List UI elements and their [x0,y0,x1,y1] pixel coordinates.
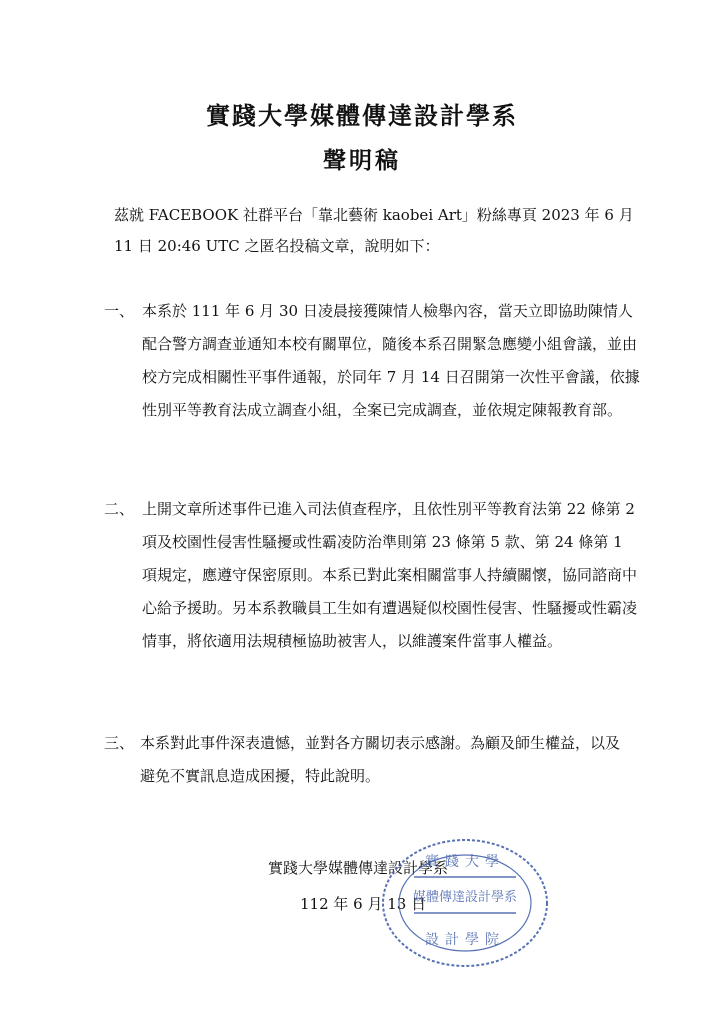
intro-paragraph [114,200,634,262]
signature-date: 112 年 6 月 13 日 [300,895,427,913]
document-title: 實踐大學媒體傳達設計學系 [206,101,518,130]
signature-org: 實踐大學媒體傳達設計學系 [268,859,449,877]
item-text: 本系於 111 年 6 月 30 日凌晨接獲陳情人檢舉內容，當天立即協助陳情人配合警方調查並通知本校有關單位，隨後本系召開緊急應變小組會議，並由校方完成相關性平事件通報，於同年 7 月 14 日召開第一次性平會議，依據性別平等教育法成立調查小組，全案已完成調查，並依規定陳報教育部。 [142,302,640,419]
intro-line-2: 11 日 20:46 UTC 之匿名投稿文章，說明如下： [114,237,440,255]
seal-top-text: 實踐大學 [425,854,505,870]
item-number: 二、 [104,500,135,518]
item-text: 本系對此事件深表遺憾，並對各方關切表示感謝。為顧及師生權益，以及避免不實訊息造成困擾，特此說明。 [140,734,621,785]
item-number: 一、 [104,302,135,320]
seal-center-text: 媒體傳達設計學系 [412,890,518,905]
intro-line-1: 茲就 FACEBOOK 社群平台「靠北藝術 kaobei Art」粉絲專頁 2023 年 6 月 [114,206,634,224]
document-subtitle: 聲明稿 [323,147,401,174]
seal-bottom-text: 設計學院 [425,932,505,948]
item-text: 上開文章所述事件已進入司法偵查程序，且依性別平等教育法第 22 條第 2 項及校園性侵害性騷擾或性霸凌防治準則第 23 條第 5 款、第 24 條第 1 項規定，應遵守保密原則。本系已對此案相關當事人持續關懷，協同諮商中心給予援助。另本系教職員工生如有遭遇疑似校園性侵害、性騷擾或性霸凌情事，將依適用法規積極協助被害人，以維護案件當事人權益。 [142,500,638,650]
item-number: 三、 [104,734,135,752]
official-seal-stamp [380,836,550,970]
